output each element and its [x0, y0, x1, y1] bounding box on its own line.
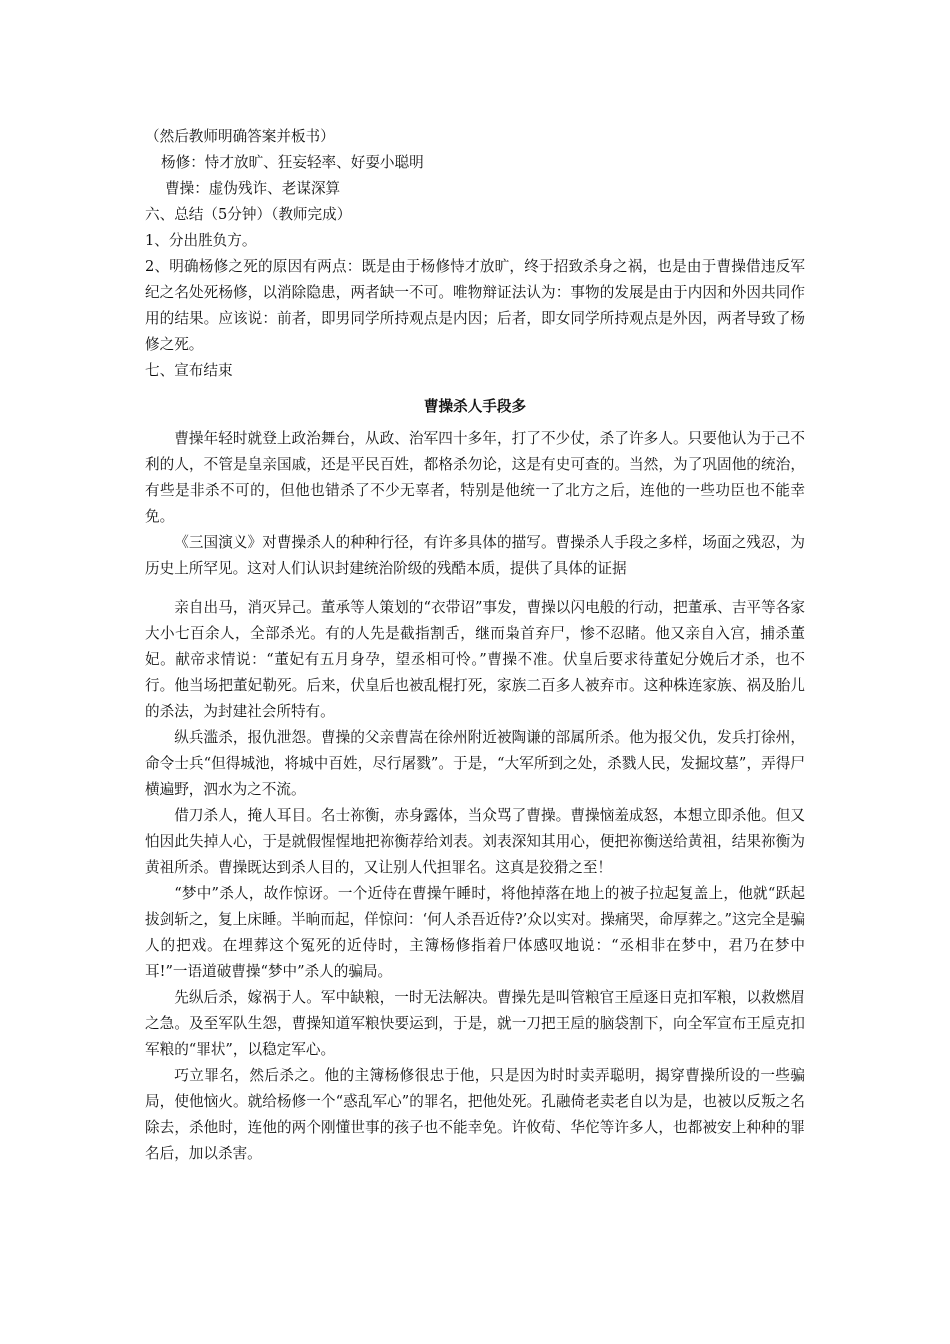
article-paragraph: 借刀杀人，掩人耳目。名士祢衡，赤身露体，当众骂了曹操。曹操恼羞成怒，本想立即杀他。但又怕因此失掉人心，于是就假惺惺地把祢衡荐给刘表。刘表深知其用心，便把祢衡送给黄祖，结果祢衡为黄祖所杀。曹操既达到杀人目的，又让别人代担罪名。这真是狡猾之至！ [145, 807, 805, 876]
closing-heading: 七、宣布结束 [145, 362, 233, 379]
article-section [145, 394, 805, 582]
summary-item-2: 2、明确杨修之死的原因有两点：既是由于杨修恃才放旷，终于招致杀身之祸，也是由于曹操借违反军纪之名处死杨修，以消除隐患，两者缺一不可。唯物辩证法认为：事物的发展是由于内因和外因共同作用的结果。应该说：前者，即男同学所持观点是内因；后者，即女同学所持观点是外因，两者导致了杨修之死。 [145, 258, 805, 353]
article-paragraph: 亲自出马，消灭异己。董承等人策划的“衣带诏”事发，曹操以闪电般的行动，把董承、吉平等各家大小七百余人，全部杀光。有的人先是截指割舌，继而枭首弃尸，惨不忍睹。他又亲自入宫，捕杀董妃。献帝求情说：“董妃有五月身孕，望丞相可怜。”曹操不准。伏皇后要求待董妃分娩后才杀，也不行。他当场把董妃勒死。后来，伏皇后也被乱棍打死，家族二百多人被弃市。这种株连家族、祸及胎儿的杀法，为封建社会所特有。 [145, 599, 805, 720]
lesson-summary-section [145, 124, 805, 384]
article-title: 曹操杀人手段多 [423, 398, 527, 415]
article-continuation [145, 595, 805, 1167]
article-paragraph: 纵兵滥杀，报仇泄怨。曹操的父亲曹嵩在徐州附近被陶谦的部属所杀。他为报父仇，发兵打徐州，命令士兵“但得城池，将城中百姓，尽行屠戮”。于是，“大军所到之处，杀戮人民，发掘坟墓”，弄得尸横遍野，泗水为之不流。 [145, 729, 805, 798]
article-paragraph: 曹操年轻时就登上政治舞台，从政、治军四十多年，打了不少仗，杀了许多人。只要他认为于己不利的人，不管是皇亲国戚，还是平民百姓，都格杀勿论，这是有史可查的。当然，为了巩固他的统治，有些是非杀不可的，但他也错杀了不少无辜者，特别是他统一了北方之后，连他的一些功臣也不能幸免。 [145, 430, 805, 525]
teacher-note: （然后教师明确答案并板书） [145, 128, 335, 145]
article-paragraph: 巧立罪名，然后杀之。他的主簿杨修很忠于他，只是因为时时卖弄聪明，揭穿曹操所设的一些骗局，使他恼火。就给杨修一个“惑乱军心”的罪名，把他处死。孔融倚老卖老自以为是，也被以反叛之名除去，杀他时，连他的两个刚懂世事的孩子也不能幸免。许攸荀、华佗等许多人，也都被安上种种的罪名后，加以杀害。 [145, 1067, 805, 1162]
article-paragraph: “梦中”杀人，故作惊讶。一个近侍在曹操午睡时，将他掉落在地上的被子拉起复盖上，他就“跃起拔剑斩之，复上床睡。半晌而起，佯惊问：‘何人杀吾近侍?’众以实对。操痛哭，命厚葬之。”这完全是骗人的把戏。在埋葬这个冤死的近侍时，主簿杨修指着尸体感叹地说：“丞相非在梦中，君乃在梦中耳!”一语道破曹操“梦中”杀人的骗局。 [145, 885, 805, 980]
summary-item-1: 1、分出胜负方。 [145, 232, 257, 249]
article-paragraph: 《三国演义》对曹操杀人的种种行径，有许多具体的描写。曹操杀人手段之多样，场面之残忍，为历史上所罕见。这对人们认识封建统治阶级的残酷本质，提供了具体的证据 [145, 534, 805, 577]
summary-heading: 六、总结（5分钟）（教师完成） [145, 206, 352, 223]
caocao-traits: 曹操：虚伪残诈、老谋深算 [165, 180, 341, 197]
article-paragraph: 先纵后杀，嫁祸于人。军中缺粮，一时无法解决。曹操先是叫管粮官王垕逐日克扣军粮，以救燃眉之急。及至军队生怨，曹操知道军粮快要运到，于是，就一刀把王垕的脑袋割下，向全军宣布王垕克扣军粮的“罪状”，以稳定军心。 [145, 989, 805, 1058]
yangxiu-traits: 杨修：恃才放旷、狂妄轻率、好耍小聪明 [161, 154, 424, 171]
